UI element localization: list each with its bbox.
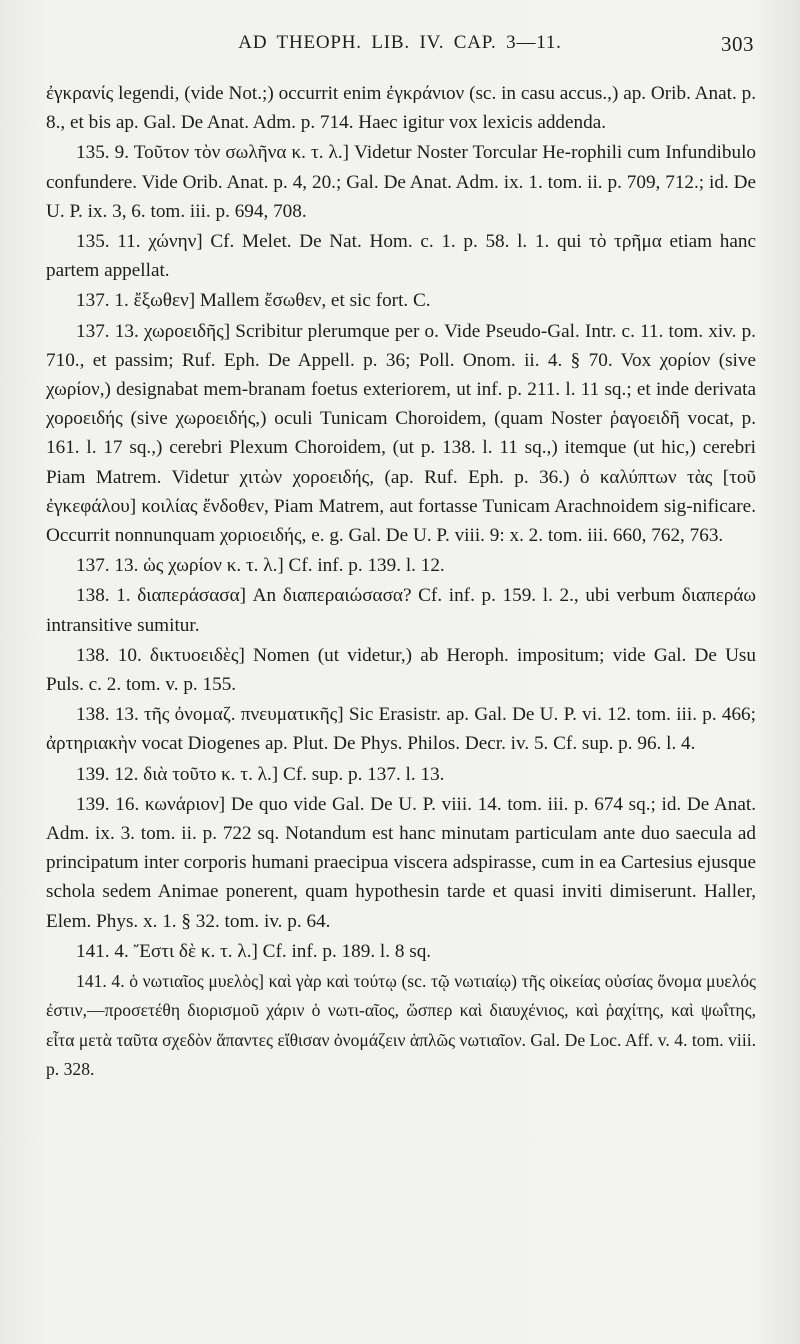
text-line: Gal. De Anat. Adm. ix. 1. tom. ii. p. 709, 712.; id. De U. P. ix. 3, 6. [46, 171, 756, 222]
text-line: ubi verbum διαπεράω intransitive sumitur. [46, 585, 757, 636]
text-line: ejusque schola sedem Animae ponerent, quam hypothesin tarde et [46, 852, 756, 903]
note-paragraph [46, 317, 756, 551]
text-line: 137. 13. ὡς χωρίον κ. τ. λ.] Cf. inf. p. 139. l. 12. [76, 555, 445, 577]
text-line: vide Gal. De Usu Puls. c. 2. tom. v. p. 155. [46, 644, 756, 696]
text-line: quasi inviti dimiserunt. Haller, Elem. Phys. x. 1. § 32. tom. iv. p. 64. [46, 881, 756, 932]
text-line: branam foetus exteriorem, ut inf. p. 211. l. 11 sq.; et inde derivata [248, 379, 756, 401]
text-line: Intr. c. 11. tom. xiv. p. 710., et passim; Ruf. Eph. De Appell. p. 36; [46, 320, 756, 371]
page-header [46, 32, 754, 68]
note-paragraph [46, 79, 756, 137]
text-line: αῖος, ὥσπερ καὶ διαυχένιος, καὶ ῥαχίτης, καὶ ψωΐτης, εἶτα μετὰ ταῦτα [46, 1000, 756, 1050]
text-line: 138. l. 11 sq.,) itemque (ut hic,) cerebri Piam Matrem. Videtur [46, 437, 756, 488]
text-line: est hanc minutam particulam ante duo saecula ad principatum inter [46, 823, 756, 874]
note-paragraph [46, 286, 756, 315]
text-line: 139. 12. διὰ τοῦτο κ. τ. λ.] Cf. sup. p. 137. l. 13. [76, 763, 445, 785]
text-line: 135. 9. Τοῦτον τὸν σωλῆνα κ. τ. λ.] Videtur Noster Torcular He- [76, 142, 572, 164]
text-line: 137. 1. ἔξωθεν] Mallem ἔσωθεν, et sic fort. C. [76, 290, 431, 312]
notes-body [46, 79, 756, 1084]
text-line: p. 674 sq.; id. De Anat. Adm. ix. 3. tom. ii. p. 722 sq. Notandum [46, 793, 756, 845]
text-line: v. 4. tom. viii. p. 328. [46, 1029, 756, 1079]
text-line: tom. iii. p. 694, 708. [150, 200, 307, 222]
note-paragraph [46, 937, 756, 966]
text-line: 141. 4. Ἔστι δὲ κ. τ. λ.] Cf. inf. p. 189. l. 8 sq. [76, 940, 432, 962]
text-line: οἰκείας οὐσίας ὄνομα μυελός ἐστιν,—προσετέθη διορισμοῦ χάριν ὁ νωτι- [46, 971, 756, 1021]
text-line: χιτὼν χοροειδής, (ap. Ruf. Eph. p. 36.) ὁ καλύπτων τὰς [τοῦ ἐγκεφάλου] [46, 466, 757, 517]
text-line: nificare. Occurrit nonnunquam χοριοειδής, e. g. Gal. De U. P. viii. [46, 495, 756, 547]
note-paragraph [46, 551, 756, 580]
note-paragraph [46, 700, 756, 758]
running-head: AD THEOPH. LIB. IV. CAP. 3—11. [238, 32, 562, 53]
text-line: τὸ τρῆμα etiam hanc partem appellat. [46, 231, 756, 282]
text-line: 139. 16. κωνάριον] De quo vide Gal. De U. P. viii. 14. tom. iii. [76, 793, 575, 815]
note-paragraph [46, 227, 756, 285]
text-line: corporis humani praecipua viscera adspirasse, cum in ea Cartesius [183, 852, 698, 874]
note-paragraph [46, 138, 756, 226]
text-line: 9: x. 2. tom. iii. 660, 762, 763. [489, 525, 724, 547]
text-line: 137. 13. χωροειδῆς] Scribitur plerumque per ο. Vide Pseudo-Gal. [76, 320, 585, 342]
text-line: vi. 12. tom. iii. p. 466; ἀρτηριακὴν vocat Diogenes ap. Plut. De [46, 704, 756, 755]
note-paragraph [46, 641, 756, 699]
text-line: κοιλίας ἔνδοθεν, Piam Matrem, aut fortasse Tunicam Arachnoidem sig- [141, 495, 693, 517]
note-paragraph [46, 581, 756, 639]
note-paragraph [46, 967, 756, 1084]
text-line: 141. 4. ὁ νωτιαῖος μυελὸς] καὶ γὰρ καὶ τούτῳ (sc. τῷ νωτιαίῳ) τῆς [76, 971, 550, 992]
page-number: 303 [721, 32, 754, 56]
text-line: σχεδὸν ἅπαντες εἴθισαν ὀνομάζειν ἁπλῶς νωτιαῖον. Gal. De Loc. Aff. [162, 1029, 658, 1050]
text-line: accus.,) ap. Orib. Anat. p. 8., et bis ap. Gal. De Anat. Adm. p. 714. [46, 83, 756, 134]
note-paragraph [46, 790, 756, 936]
text-line: ἐγκρανίς legendi, (vide Not.;) occurrit enim ἐγκράνιον (sc. in casu [46, 83, 560, 104]
text-line: χοροειδής (sive χωροειδής,) oculi Tunicam Choroidem, (quam Noster [46, 408, 610, 430]
text-line: rophili cum Infundibulo confundere. Vide Orib. Anat. p. 4, 20.; [46, 142, 756, 193]
text-line: Poll. Onom. ii. 4. § 70. Vox χορίον (sive χωρίον,) designabat mem- [46, 349, 756, 401]
text-line: ῥαγοειδῆ vocat, p. 161. l. 17 sq.,) cerebri Plexum Choroidem, (ut p. [46, 408, 756, 459]
text-line: 138. 1. διαπεράσασα] An διαπεραιώσασα? Cf. inf. p. 159. l. 2., [76, 585, 586, 607]
text-line: 138. 13. τῆς ὀνομαζ. πνευματικῆς] Sic Erasistr. ap. Gal. De U. P. [76, 704, 583, 726]
text-line: 138. 10. δικτυοειδὲς] Nomen (ut videtur,) ab Heroph. impositum; [76, 644, 613, 666]
note-paragraph [46, 760, 756, 789]
text-line: Phys. Philos. Decr. iv. 5. Cf. sup. p. 96. l. 4. [360, 733, 696, 755]
text-line: Haec igitur vox lexicis addenda. [358, 112, 607, 134]
text-line: 135. 11. χώνην] Cf. Melet. De Nat. Hom. c. 1. p. 58. l. 1. qui [76, 231, 590, 253]
